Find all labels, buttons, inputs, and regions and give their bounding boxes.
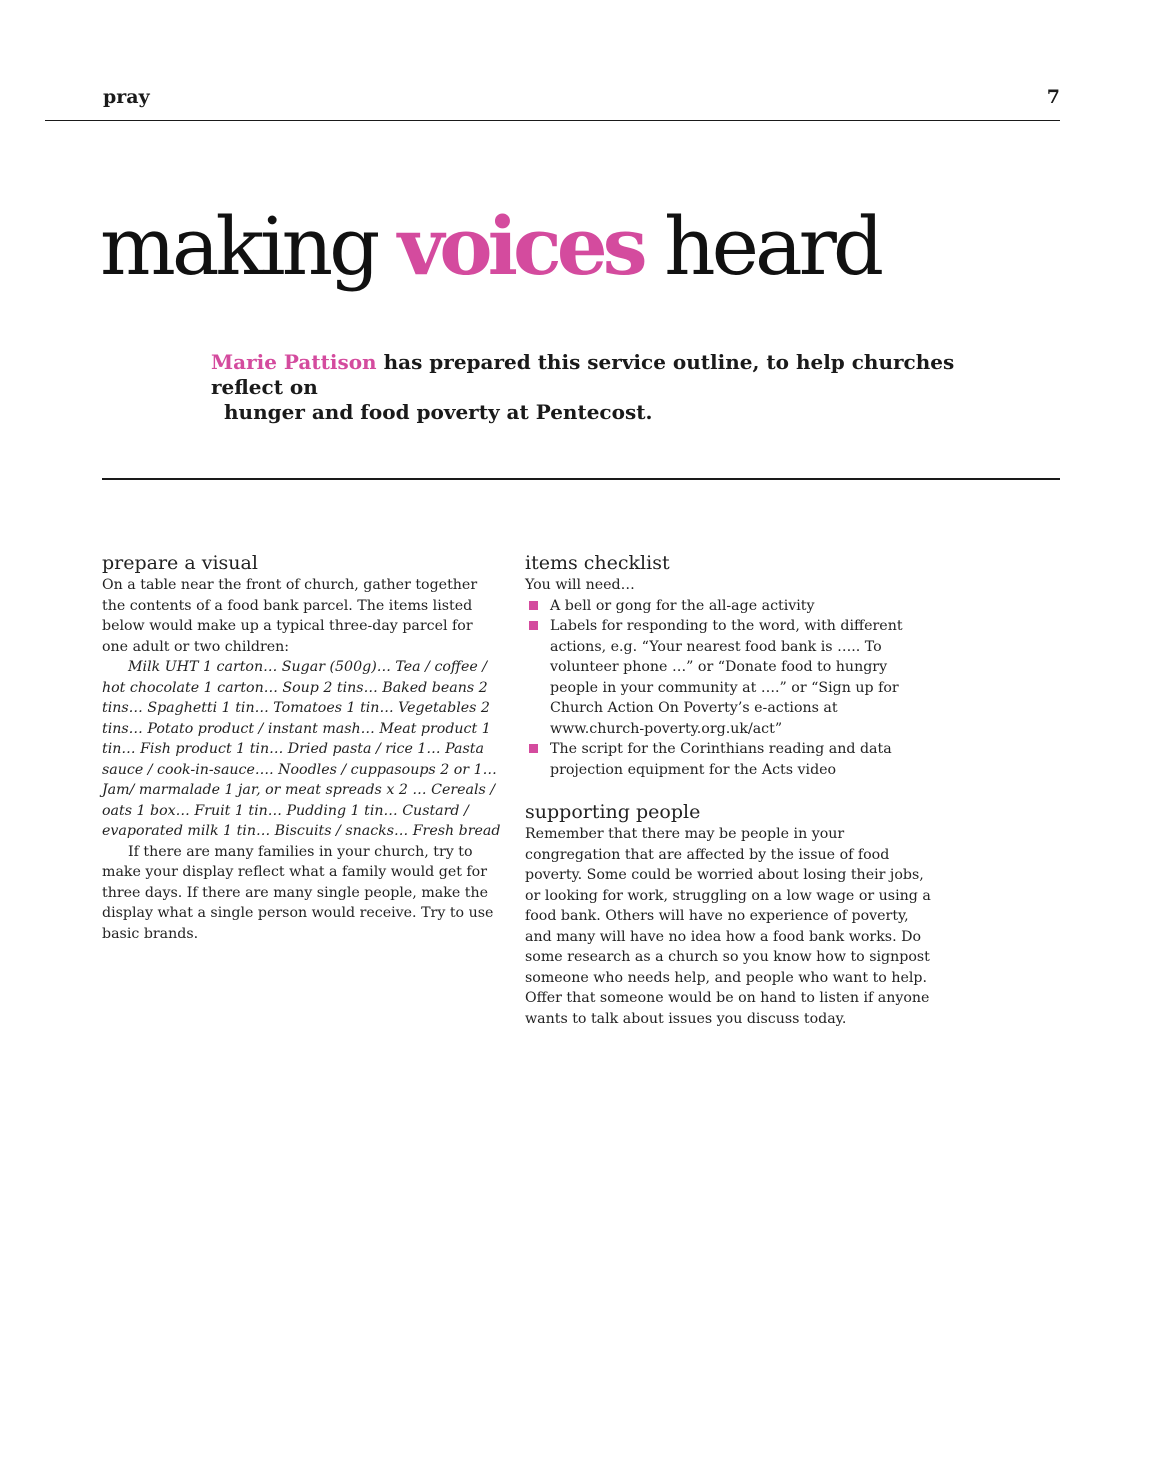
header-rule — [45, 120, 1060, 121]
prepare-visual-intro: On a table near the front of church, gather together the contents of a food bank parcel. The items listed below would make up a typical three-day parcel for one adult or two children: — [102, 577, 478, 655]
title-part-2: heard — [642, 200, 881, 293]
page-number: 7 — [1046, 86, 1060, 108]
right-column — [525, 551, 935, 1029]
food-parcel-items: Milk UHT 1 carton… Sugar (500g)… Tea / coffee / hot chocolate 1 carton… Soup 2 tins… Baked beans 2 tins… Spaghetti 1 tin… Tomatoes 1 tin… Vegetables 2 tins… Potato product / instant mash… Meat product 1 tin… Fish product 1 tin… Dried pasta / rice 1… Pasta sauce / cook-in-sauce…. Noodles / cuppasoups 2 or 1… Jam/ marmalade 1 jar, or meat spreads x 2 … Cereals / oats 1 box… Fruit 1 tin… Pudding 1 tin… Custard / evaporated milk 1 tin… Biscuits / snacks… Fresh bread — [102, 659, 501, 839]
page-title — [100, 198, 880, 295]
items-checklist-heading: items checklist — [525, 552, 670, 574]
checklist-item: The script for the Corinthians reading and data projection equipment for the Acts video — [525, 739, 935, 780]
author-name: Marie Pattison — [211, 350, 377, 374]
standfirst-line-1: has prepared this service outline, to help churches reflect on — [211, 350, 955, 399]
standfirst-line-2: hunger and food poverty at Pentecost. — [224, 400, 653, 424]
items-checklist-intro: You will need… — [525, 577, 635, 593]
prepare-visual-closing: If there are many families in your church, try to make your display reflect what a family would get for three days. If there are many single people, make the display what a single person would receive. Try to use basic brands. — [102, 843, 494, 942]
items-checklist-list — [525, 596, 935, 781]
supporting-people-body: Remember that there may be people in your congregation that are affected by the issue of food poverty. Some could be worried about losing their jobs, or looking for work, struggling on a low wage or using a food bank. Others will have no experience of poverty, and many will have no idea how a food bank works. Do some research as a church so you know how to signpost someone who needs help, and people who want to help. Offer that someone would be on hand to listen if anyone wants to talk about issues you discuss today. — [525, 826, 931, 1027]
supporting-people-heading: supporting people — [525, 801, 701, 823]
title-accent-word: voices — [397, 199, 643, 293]
standfirst — [211, 350, 1011, 425]
prepare-visual-heading: prepare a visual — [102, 552, 258, 574]
section-rule — [102, 478, 1060, 480]
checklist-item: A bell or gong for the all-age activity — [525, 596, 935, 617]
checklist-item: Labels for responding to the word, with different actions, e.g. “Your nearest food bank is ….. To volunteer phone …” or “Donate food to hungry people in your community at ….” or “Sign up for Church Action On Poverty’s e-actions at www.church-poverty.org.uk/act” — [525, 616, 935, 739]
section-spacer — [525, 780, 935, 800]
running-head-section: pray — [103, 86, 150, 108]
left-column — [102, 551, 502, 944]
title-part-1: making — [100, 200, 398, 293]
